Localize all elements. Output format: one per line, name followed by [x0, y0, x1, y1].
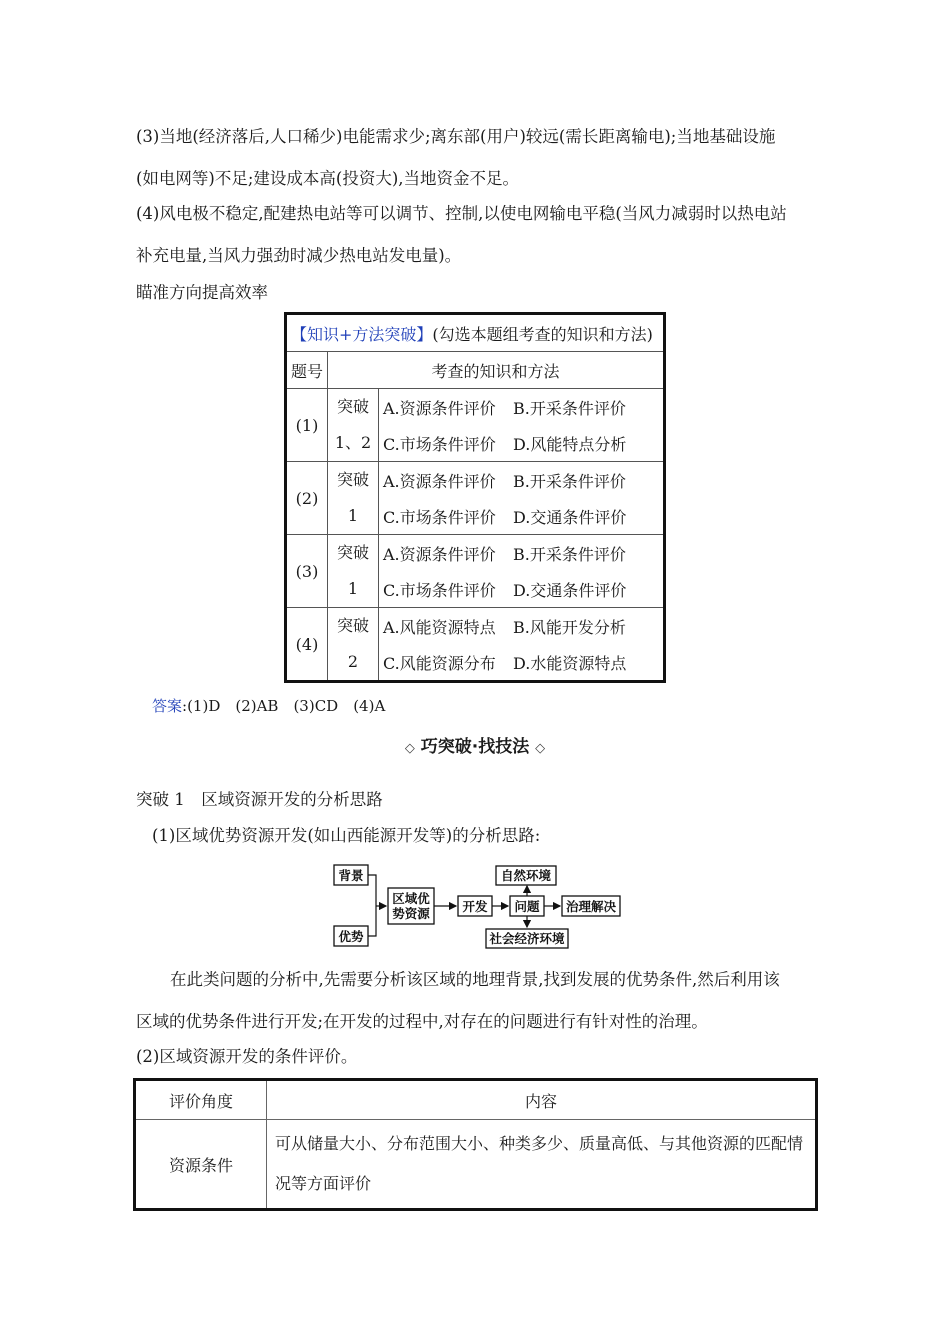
option-a: A.风能资源特点 [383, 617, 496, 637]
background-label: 背景 [338, 868, 364, 883]
skill-header-text: 巧突破·找技法 [420, 737, 530, 757]
row-4-number: (4) [286, 608, 328, 682]
paragraph-4-line-1: (4)风电极不稳定,配建热电站等可以调节、控制,以使电网输电平稳(当风力减弱时以热电站 [136, 204, 787, 223]
analysis-line-1: 在此类问题的分析中,先需要分析该区域的地理背景,找到发展的优势条件,然后利用该 [170, 970, 780, 989]
table-title [286, 314, 665, 352]
row-1-breakthrough: 突破 1、2 [328, 389, 379, 462]
bracket-connector [368, 875, 376, 936]
row-4-breakthrough: 突破 2 [328, 608, 379, 682]
header-knowledge-method: 考查的知识和方法 [328, 352, 665, 389]
option-b: B.风能开发分析 [513, 617, 626, 637]
header-content: 内容 [267, 1080, 817, 1120]
paragraph-3-line-2: (如电网等)不足;建设成本高(投资大),当地资金不足。 [136, 169, 520, 188]
advantage-label: 优势 [338, 929, 364, 944]
header-question-number: 题号 [286, 352, 328, 389]
evaluation-table [133, 1078, 818, 1211]
skill-section-header [0, 732, 950, 757]
section-title: 突破 1 区域资源开发的分析思路 [136, 790, 383, 809]
option-a: A.资源条件评价 [383, 544, 496, 564]
row-4-options-cd [379, 644, 665, 682]
row-2-number: (2) [286, 462, 328, 535]
row-2-options-ab [379, 462, 665, 499]
option-b: B.开采条件评价 [513, 471, 626, 491]
row-1-options-cd [379, 425, 665, 462]
option-d: D.风能特点分析 [513, 434, 627, 454]
row-2-breakthrough: 突破 1 [328, 462, 379, 535]
option-a: A.资源条件评价 [383, 398, 496, 418]
table-title-bracket: 【知识+方法突破】 [291, 324, 433, 344]
option-d: D.水能资源特点 [513, 653, 627, 673]
row-3-breakthrough: 突破 1 [328, 535, 379, 608]
row-2-options-cd [379, 498, 665, 535]
paragraph-3-line-1: (3)当地(经济落后,人口稀少)电能需求少;离东部(用户)较远(需长距离输电);当地基础设施 [136, 127, 776, 146]
subsection-2-title: (2)区域资源开发的条件评价。 [136, 1047, 358, 1066]
resource-condition-content: 可从储量大小、分布范围大小、种类多少、质量高低、与其他资源的匹配情 况等方面评价 [267, 1120, 817, 1210]
problem-label: 问题 [514, 899, 540, 914]
regional-resources-label-2: 势资源 [392, 906, 430, 921]
option-b: B.开采条件评价 [513, 544, 626, 564]
diamond-left-icon: ◇ [404, 741, 415, 756]
analysis-flow-diagram [330, 860, 625, 952]
table-title-rest: (勾选本题组考查的知识和方法) [432, 324, 653, 344]
resource-condition-cell: 资源条件 [135, 1120, 267, 1210]
row-4-options-ab [379, 608, 665, 645]
diamond-right-icon: ◇ [535, 741, 546, 756]
option-c: C.市场条件评价 [383, 507, 496, 527]
aim-heading: 瞄准方向提高效率 [136, 283, 268, 302]
row-1-number: (1) [286, 389, 328, 462]
row-3-number: (3) [286, 535, 328, 608]
analysis-line-2: 区域的优势条件进行开发;在开发的过程中,对存在的问题进行有针对性的治理。 [136, 1012, 708, 1031]
natural-environment-label: 自然环境 [500, 868, 552, 883]
develop-label: 开发 [462, 899, 488, 914]
option-b: B.开采条件评价 [513, 398, 626, 418]
answer-label: 答案 [152, 697, 183, 715]
row-1-options-ab [379, 389, 665, 426]
option-c: C.风能资源分布 [383, 653, 496, 673]
row-3-options-cd [379, 571, 665, 608]
knowledge-method-table [284, 312, 666, 683]
option-c: C.市场条件评价 [383, 580, 496, 600]
subsection-1-title: (1)区域优势资源开发(如山西能源开发等)的分析思路: [152, 826, 541, 845]
answer-text: :(1)D (2)AB (3)CD (4)A [182, 697, 386, 715]
governance-label: 治理解决 [565, 899, 617, 914]
row-3-options-ab [379, 535, 665, 572]
option-d: D.交通条件评价 [513, 507, 627, 527]
regional-resources-label-1: 区域优 [392, 891, 430, 906]
option-d: D.交通条件评价 [513, 580, 627, 600]
answer-line [152, 695, 385, 717]
header-angle: 评价角度 [135, 1080, 267, 1120]
socioeconomic-environment-label: 社会经济环境 [489, 931, 565, 946]
paragraph-4-line-2: 补充电量,当风力强劲时减少热电站发电量)。 [136, 246, 462, 265]
option-a: A.资源条件评价 [383, 471, 496, 491]
option-c: C.市场条件评价 [383, 434, 496, 454]
